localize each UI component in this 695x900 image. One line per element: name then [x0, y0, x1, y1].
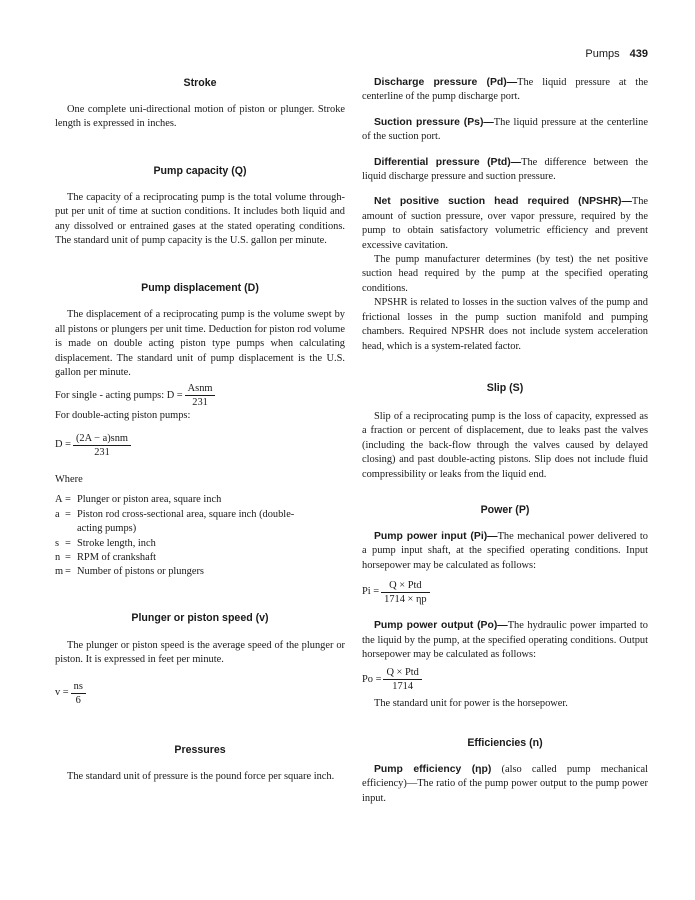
- power-input-formula: [362, 579, 648, 606]
- page-number: 439: [629, 48, 648, 60]
- single-acting-numerator: Asnm: [185, 382, 216, 396]
- right-column: [362, 76, 648, 806]
- speed-numerator: ns: [71, 680, 86, 694]
- power-input-numerator: Q × Ptd: [381, 579, 429, 593]
- variable-description: Stroke length, inch: [77, 537, 156, 549]
- variable-symbol: s: [55, 537, 60, 549]
- variable-symbol: a: [55, 508, 60, 520]
- power-input-denominator: 1714 × ηp: [384, 594, 427, 606]
- power-input-fraction: [381, 579, 429, 606]
- variable-row: n = RPM of crankshaft: [55, 551, 345, 565]
- differential-pressure-para: [362, 156, 648, 185]
- variable-symbol: m: [55, 566, 64, 578]
- differential-pressure-term: Differential pressure (Ptd)—: [374, 156, 522, 168]
- pump-efficiency-paren: (also called pump mechanical efficiency): [362, 763, 649, 790]
- running-header-section: Pumps: [585, 48, 620, 60]
- variable-symbol: A: [55, 494, 63, 506]
- power-output-denominator: 1714: [392, 681, 414, 693]
- slip-body: Slip of a reciprocating pump is the loss of capacity, expressed as a fraction or percent of displacement, due to leaks past the valves (including the back-flow through the valves caused by delayed closing) and past double-acting pistons. Slip does not include fluid compressibility or leaks from the liquid end.: [362, 410, 648, 480]
- npshr-body: The amount of suction pressure, over vapor pressure, required by the pump to obtain satisfactory volumetric efficiency and prevent excessive cavitation.: [362, 196, 648, 251]
- power-output-para: [362, 619, 648, 662]
- power-output-fraction: [383, 666, 421, 693]
- variable-row: A = Plunger or piston area, square inch: [55, 493, 345, 507]
- variable-description: Piston rod cross-sectional area, square inch (double-: [77, 508, 295, 520]
- npshr-para: [362, 195, 648, 253]
- variable-description: RPM of crankshaft: [77, 551, 157, 563]
- variable-list: [55, 493, 345, 579]
- npshr-para-3: NPSHR is related to losses in the suction valves of the pump and frictional losses in the pump suction manifold and pumping chambers. Required NPSHR does not include system acceleration head, which is a system-related factor.: [362, 297, 648, 352]
- capacity-heading: Pump capacity (Q): [153, 164, 247, 177]
- speed-formula: [55, 680, 345, 707]
- pump-efficiency-body: —The ratio of the pump power output to the pump power input.: [362, 778, 648, 804]
- variable-description-continued: acting pumps): [77, 523, 137, 535]
- speed-body: The plunger or piston speed is the average speed of the plunger or piston. It is expressed in feet per minute.: [55, 639, 345, 666]
- double-acting-numerator: (2A − a)snm: [73, 432, 131, 446]
- slip-heading: Slip (S): [486, 381, 524, 394]
- variable-symbol: n: [55, 551, 61, 563]
- variable-row: s = Stroke length, inch: [55, 537, 345, 551]
- power-output-term: Pump power output (Po)—: [374, 620, 508, 632]
- power-heading: Power (P): [480, 503, 530, 516]
- power-input-para: [362, 530, 648, 573]
- single-acting-fraction: [185, 382, 216, 409]
- left-column: [55, 76, 345, 784]
- speed-lhs: v =: [55, 686, 69, 698]
- running-header: [585, 47, 648, 61]
- suction-pressure-term: Suction pressure (Ps)—: [374, 116, 494, 128]
- npshr-para-2: The pump manufacturer determines (by test) the net positive suction head required by the pump at the specified operating conditions.: [362, 254, 648, 294]
- double-acting-denominator: 231: [94, 446, 110, 458]
- where-label: Where: [55, 473, 83, 485]
- variable-description: Number of pistons or plungers: [77, 566, 204, 578]
- speed-heading: Plunger or piston speed (v): [131, 611, 269, 624]
- pressures-heading: Pressures: [174, 743, 226, 756]
- suction-pressure-body: The liquid pressure at the centerline of the suction port.: [362, 116, 648, 143]
- variable-row: a = Piston rod cross-sectional area, square inch (double- acting pumps): [55, 508, 345, 537]
- discharge-pressure-term: Discharge pressure (Pd)—: [374, 77, 518, 88]
- displacement-heading: Pump displacement (D): [141, 282, 259, 295]
- single-acting-denominator: 231: [192, 397, 208, 409]
- speed-denominator: 6: [75, 694, 81, 706]
- stroke-heading: Stroke: [183, 77, 217, 89]
- stroke-body: One complete uni-directional motion of piston or plunger. Stroke length is expressed in inches.: [55, 104, 345, 130]
- variable-row: m = Number of pistons or plungers: [55, 565, 345, 579]
- displacement-body: The displacement of a reciprocating pump is the volume swept by all pistons or plungers per unit time. Deduction for piston rod volume is made on double acting piston type pumps when calculating displacement. The standard unit of pump displacement is the U.S. gallon per minute.: [55, 309, 345, 379]
- differential-pressure-body: The difference between the liquid discharge pressure and suction pressure.: [362, 156, 648, 183]
- power-output-numerator: Q × Ptd: [383, 666, 421, 680]
- double-acting-fraction: [73, 432, 131, 459]
- power-output-lhs: Po =: [362, 673, 382, 685]
- pressures-body: The standard unit of pressure is the pound force per square inch.: [67, 770, 335, 782]
- double-acting-label: For double-acting piston pumps:: [55, 410, 191, 422]
- speed-fraction: [71, 680, 86, 707]
- power-output-formula: [362, 666, 648, 693]
- capacity-body: The capacity of a reciprocating pump is the total volume through-put per unit of time at suction conditions. It includes both liquid and any dissolved or entrained gases at the stated operating conditions. The standard unit of pump capacity is the U.S. gallon per minute.: [55, 191, 345, 247]
- variable-description: Plunger or piston area, square inch: [77, 494, 222, 506]
- discharge-pressure-para: [362, 76, 648, 105]
- single-acting-label: For single - acting pumps: D =: [55, 389, 183, 401]
- power-output-body: The hydraulic power imparted to the liquid by the pump, at the specified operating conditions. Output horsepower may be calculated as follows:: [362, 620, 648, 660]
- pump-efficiency-term: Pump efficiency (ηp): [374, 763, 492, 775]
- npshr-term: Net positive suction head required (NPSHR)—: [374, 196, 632, 208]
- double-acting-lhs: D =: [55, 439, 71, 451]
- power-unit-note: The standard unit for power is the horsepower.: [374, 698, 568, 710]
- power-input-term: Pump power input (Pi)—: [374, 530, 498, 542]
- efficiencies-heading: Efficiencies (n): [467, 736, 543, 749]
- single-acting-formula: [55, 382, 345, 409]
- suction-pressure-para: [362, 116, 648, 145]
- pump-efficiency-para: [362, 763, 648, 806]
- power-input-lhs: Pi =: [362, 586, 380, 598]
- power-input-body: The mechanical power delivered to a pump input shaft, at the specified operating conditions. Input horsepower may be calculated as follows:: [362, 530, 649, 571]
- discharge-pressure-body: The liquid pressure at the centerline of the pump discharge port.: [362, 77, 648, 103]
- double-acting-formula: [55, 432, 345, 459]
